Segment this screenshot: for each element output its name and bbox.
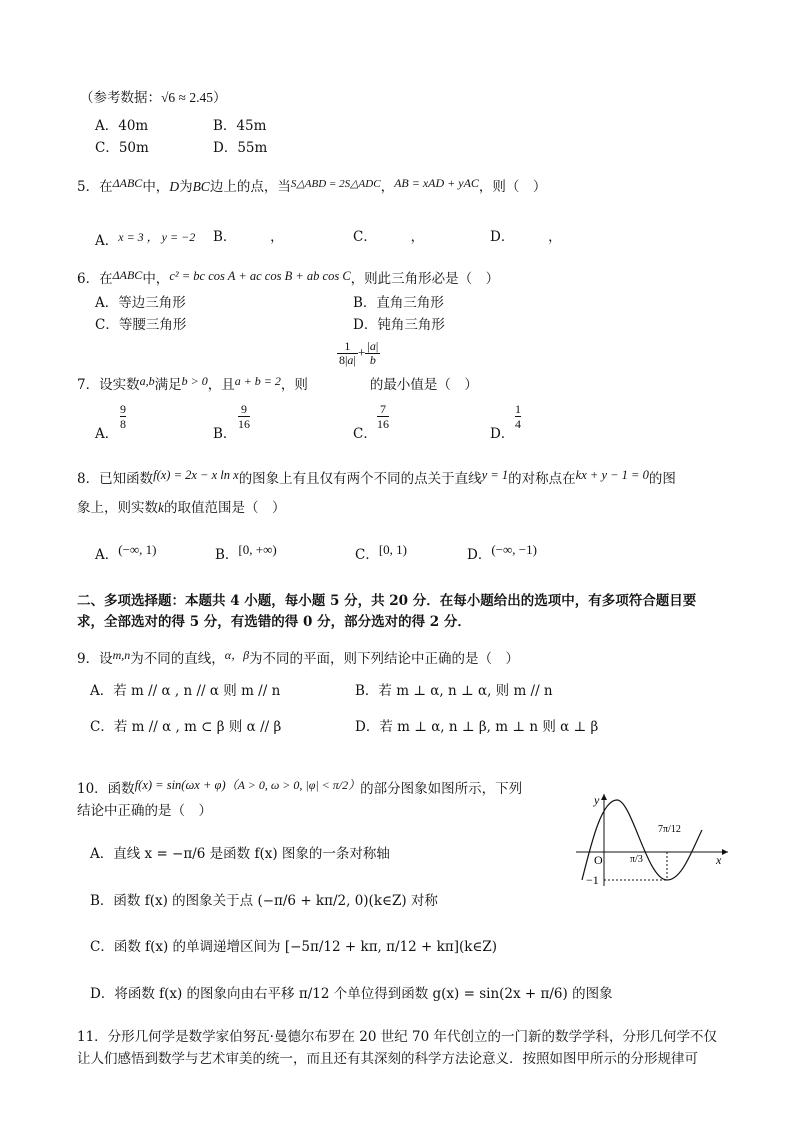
q6-option-d[interactable]: D．钝角三角形 — [353, 317, 445, 333]
q9-stem: 9．设m,n为不同的直线，α，β为不同的平面，则下列结论中正确的是（ ） — [77, 648, 520, 667]
q7-option-b-value: 9 16 — [238, 402, 250, 431]
tick-7pi12: 7π/12 — [658, 824, 681, 835]
q5-area-condition: S△ABD = 2S△ADC — [290, 178, 381, 190]
q6-stem: 6．在ΔABC中，c² = bc cos A + ac cos B + ab cos C，则此三角形必是（ ） — [77, 268, 500, 287]
q9-option-d[interactable]: D．若 m ⊥ α, n ⊥ β, m ⊥ n 则 α ⊥ β — [355, 719, 599, 735]
q9-option-a[interactable]: A．若 m // α , n // α 则 m // n — [90, 683, 281, 699]
q9-option-b[interactable]: B．若 m ⊥ α, n ⊥ α, 则 m // n — [355, 683, 553, 699]
q10-stem-line2: 结论中正确的是（ ） — [77, 803, 212, 819]
tick-pi3: π/3 — [630, 854, 643, 865]
q10-condition: （A > 0, ω > 0, |φ| < π/2） — [225, 778, 361, 792]
x-axis-label: x — [716, 853, 722, 867]
section2-header-line1: 二、多项选择题：本题共 4 小题，每小题 5 分，共 20 分．在每小题给出的选项中，有多项符合题目要 — [77, 593, 697, 609]
origin-label: O — [594, 853, 603, 867]
q4-option-a[interactable]: A．40m — [95, 118, 149, 134]
q7-option-a[interactable]: A． — [95, 426, 119, 442]
q5-option-c[interactable]: C． ， — [353, 229, 425, 245]
y-axis-label: y — [594, 793, 600, 807]
q7-expression: $\frac{1}{8|a|}$ + $\frac{|a|}{b}$ — [339, 339, 379, 367]
q9-option-c[interactable]: C．若 m // α , m ⊂ β 则 α // β — [90, 719, 282, 735]
section2-header-line2: 求，全部选对的得 5 分，有选错的得 0 分，部分选对的得 2 分． — [77, 614, 471, 630]
q6-option-c[interactable]: C．等腰三角形 — [95, 317, 187, 333]
min-label: −1 — [586, 873, 599, 887]
q7-option-c-value: 7 16 — [377, 402, 389, 431]
q5-stem: 5．在ΔABC中，D为BC边上的点，当$^{S\triangle ABD = 2S\triangle ADC}$，AB = xAD + yAC，则（ ） — [77, 176, 547, 195]
q8-option-a[interactable]: A．(−∞, 1) — [95, 542, 157, 563]
q6-equation: c² = bc cos A + ac cos B + ab cos C — [169, 269, 351, 283]
q10-option-b[interactable]: B．函数 f(x) 的图象关于点 (−π/6 + kπ/2, 0)(k∈Z) 对称 — [90, 893, 438, 909]
q10-option-a[interactable]: A．直线 x = −π/6 是函数 f(x) 图象的一条对称轴 — [90, 846, 390, 862]
q6-option-b[interactable]: B．直角三角形 — [353, 295, 444, 311]
q7-option-d[interactable]: D． — [490, 426, 515, 442]
q4-option-d[interactable]: D．55m — [213, 140, 268, 156]
x-axis-arrow — [722, 849, 728, 855]
q8-option-d[interactable]: D．(−∞, −1) — [467, 542, 537, 563]
q7-option-d-value: 1 4 — [515, 402, 521, 431]
q8-option-b[interactable]: B．[0, +∞) — [215, 542, 277, 563]
q10-option-d[interactable]: D．将函数 f(x) 的图象向由右平移 π/12 个单位得到函数 g(x) = sin(2x + π/6) 的图象 — [90, 986, 613, 1002]
q5-vector-condition: AB = xAD + yAC — [394, 176, 479, 190]
q8-option-c[interactable]: C．[0, 1) — [355, 542, 408, 563]
q10-sine-graph — [572, 790, 732, 890]
q10-option-c[interactable]: C．函数 f(x) 的单调递增区间为 [−5π/12 + kπ, π/12 + kπ](k∈Z) — [90, 939, 498, 955]
q8-stem-line1: 8．已知函数f(x) = 2x − x ln x的图象上有且仅有两个不同的点关于直线y = 1的对称点在kx + y − 1 = 0的图 — [77, 468, 676, 487]
q7-option-a-value: 9 8 — [120, 402, 126, 431]
q10-stem-line1: 10．函数f(x) = sin(ωx + φ)（A > 0, ω > 0, |φ| < π/2）的部分图象如图所示，下列 — [77, 778, 523, 797]
q7-option-c[interactable]: C． — [353, 426, 377, 442]
reference-data: （参考数据：√6 ≈ 2.45） — [80, 90, 227, 106]
q10-function: f(x) = sin(ωx + φ) — [134, 778, 226, 792]
q8-stem-line2: 象上，则实数k的取值范围是（ ） — [77, 500, 286, 516]
q4-option-c[interactable]: C．50m — [95, 140, 149, 156]
sine-curve — [582, 800, 702, 880]
y-axis-arrow — [601, 794, 607, 800]
q6-option-a[interactable]: A．等边三角形 — [95, 295, 186, 311]
q7-option-b[interactable]: B． — [213, 426, 237, 442]
q11-line1: 11．分形几何学是数学家伯努瓦·曼德尔布罗在 20 世纪 70 年代创立的一门新的数学学科，分形几何学不仅 — [77, 1029, 717, 1045]
q7-stem: 7．设实数a,b满足b > 0，且a + b = 2，则 的最小值是（ ） — [77, 374, 478, 393]
q8-function: f(x) = 2x − x ln x — [153, 468, 239, 482]
q5-option-d[interactable]: D． ， — [490, 229, 562, 245]
q5-option-a[interactable]: A．x = 3 ， y = −2 — [95, 230, 196, 249]
q4-option-b[interactable]: B．45m — [213, 118, 267, 134]
q11-line2: 让人们感悟到数学与艺术审美的统一，而且还有其深刻的科学方法论意义．按照如图甲所示的分形规律可 — [77, 1051, 698, 1067]
q5-option-b[interactable]: B． ， — [213, 229, 284, 245]
